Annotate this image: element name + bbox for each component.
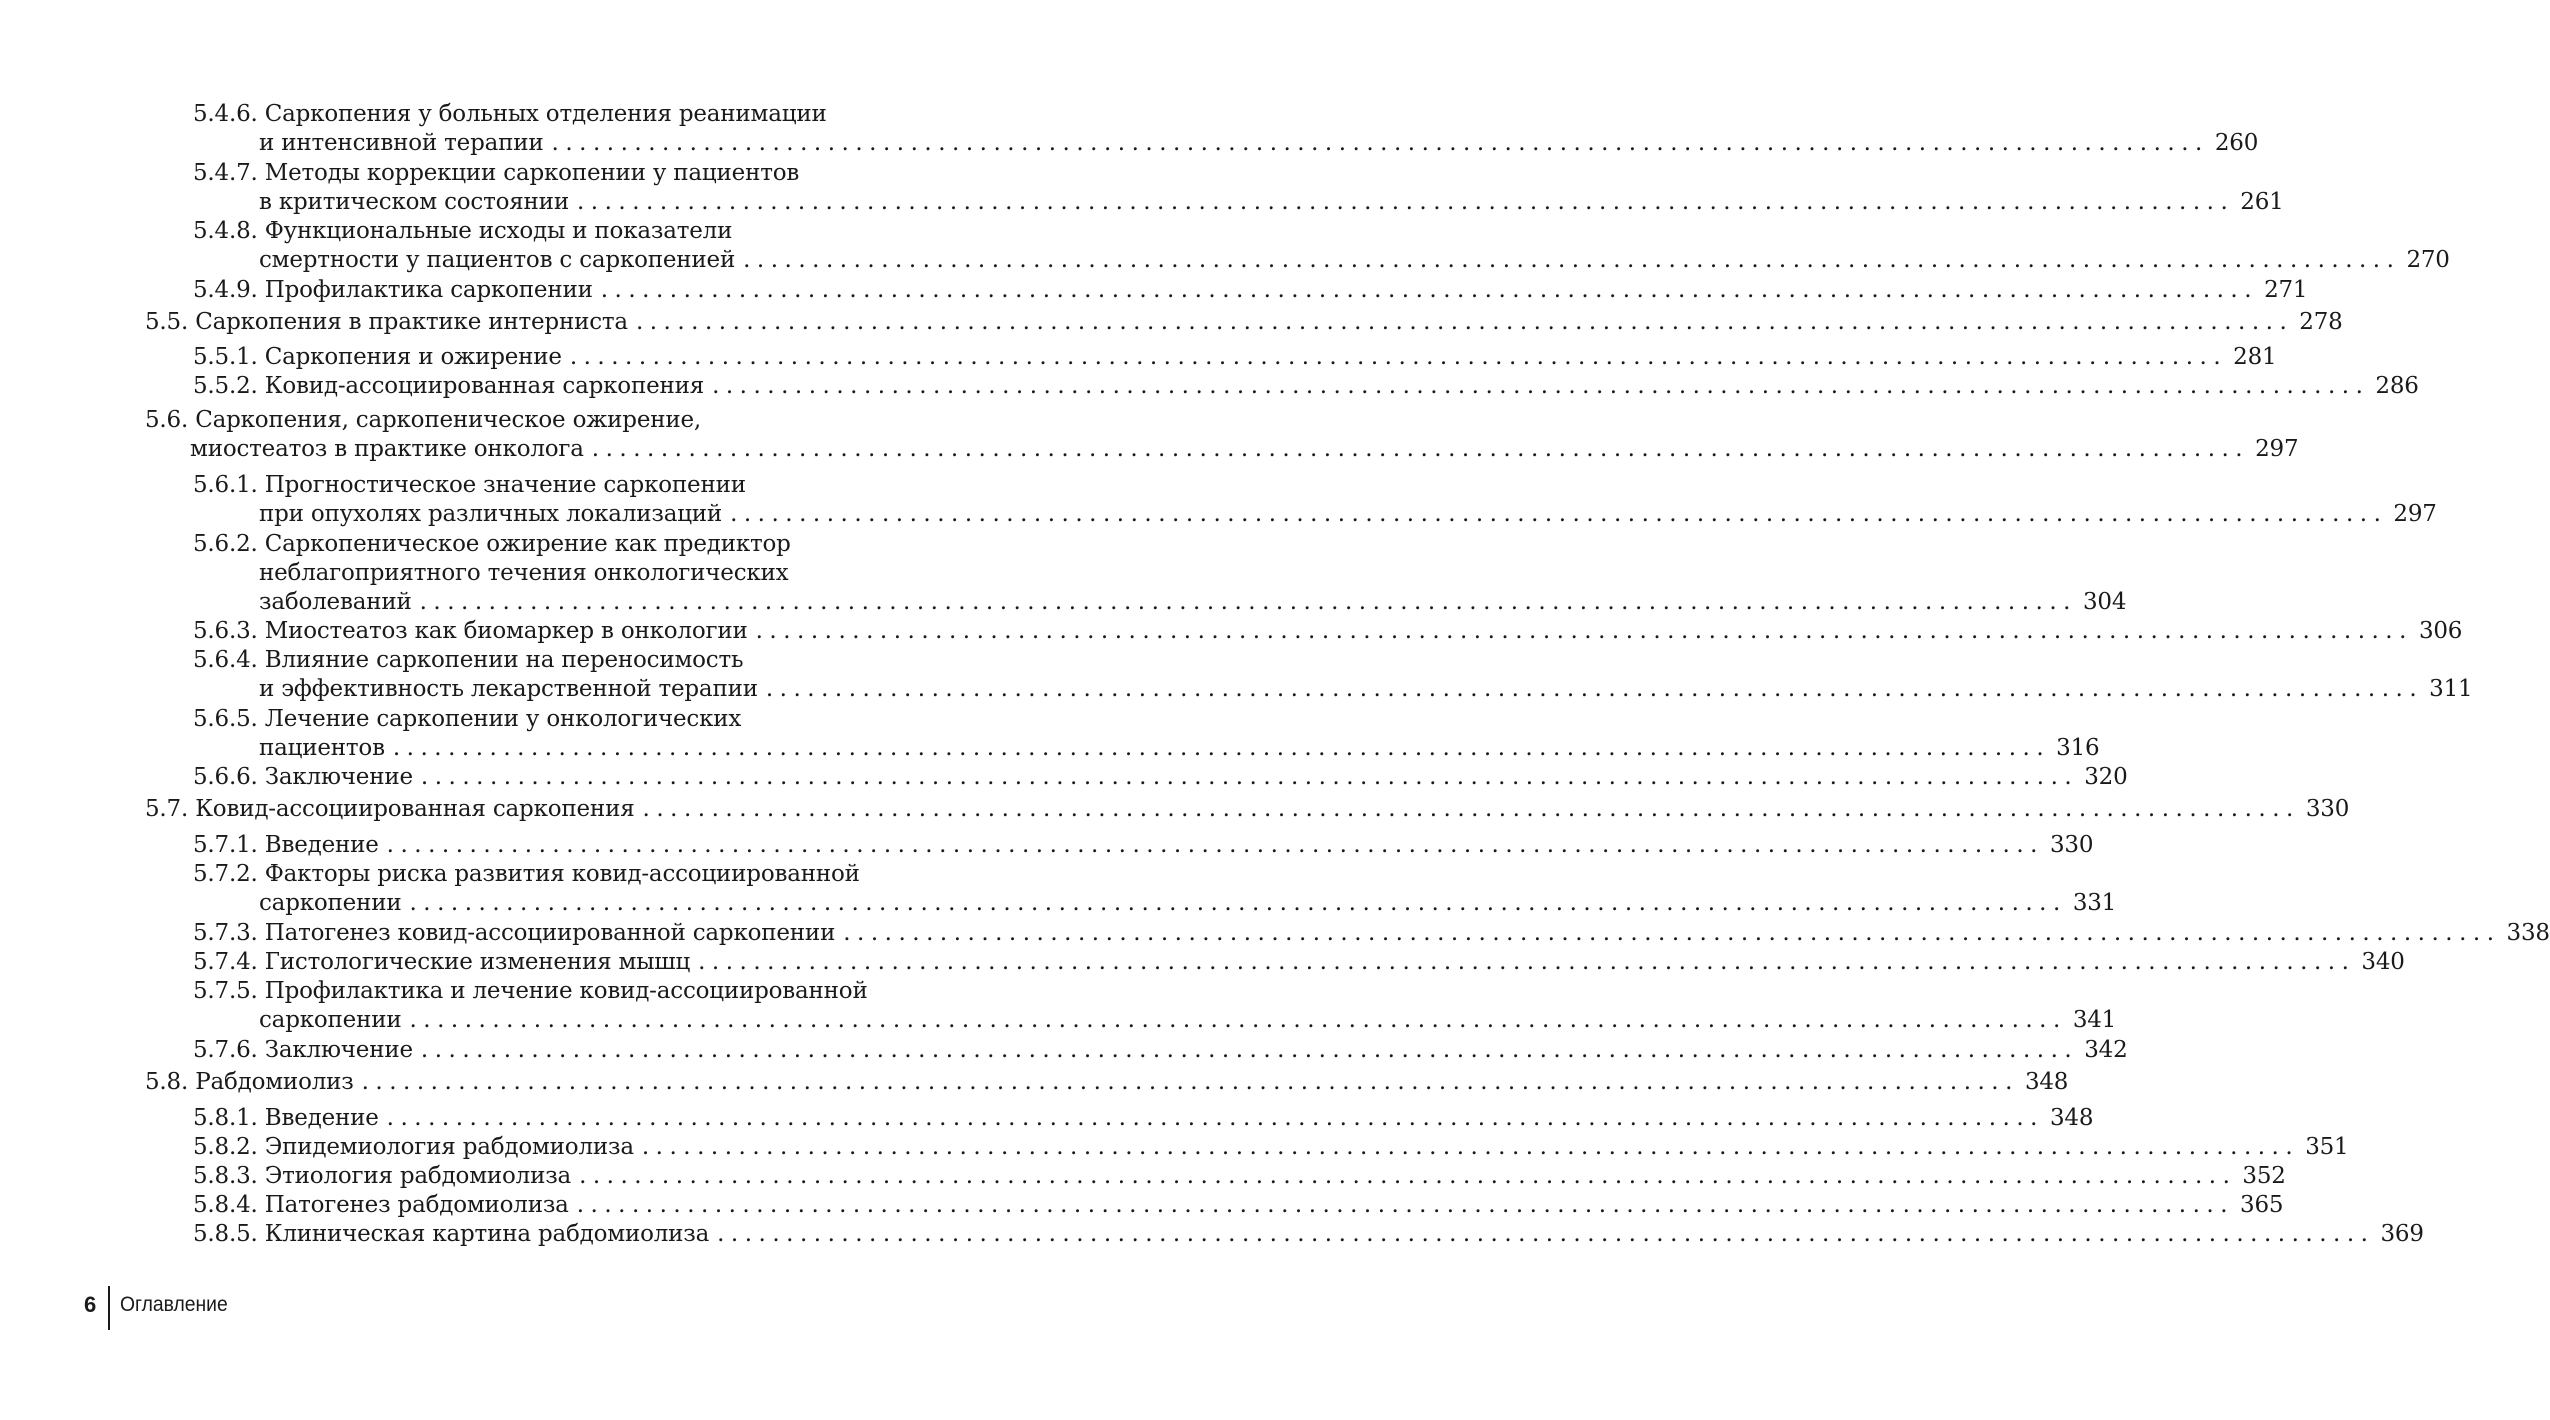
toc-entry-title: 5.8.2. Эпидемиология рабдомиолиза (193, 1134, 634, 1160)
toc-entry-title: 5.6.3. Миостеатоз как биомаркер в онкологии (193, 618, 748, 644)
toc-page-number: 338 (2506, 920, 2550, 946)
toc-page-number: 278 (2299, 309, 2343, 335)
dot-leader: ........................................................................................................................ (409, 1007, 2067, 1033)
dot-leader: ........................................................................................................................ (361, 1069, 2019, 1095)
toc-page-number: 261 (2240, 189, 2284, 215)
toc-page-number: 341 (2072, 1007, 2117, 1033)
toc-page-number: 297 (2255, 436, 2299, 462)
toc-entry-title: 5.4.8. Функциональные исходы и показатели (193, 218, 733, 244)
toc-page-number: 281 (2233, 344, 2277, 370)
toc-page-number: 365 (2240, 1192, 2284, 1218)
toc-page-number: 330 (2049, 832, 2094, 858)
toc-entry-title: смертности у пациентов с саркопенией (259, 247, 736, 273)
dot-leader: ........................................................................................................................ (551, 130, 2209, 156)
toc-page-number: 348 (2049, 1105, 2094, 1131)
toc-page-number: 271 (2264, 277, 2308, 303)
toc-entry-title: 5.8.3. Этиология рабдомиолиза (193, 1163, 572, 1189)
dot-leader: ........................................................................................................................ (386, 1105, 2044, 1131)
dot-leader: ........................................................................................................................ (420, 764, 2079, 790)
dot-leader: ........................................................................................................................ (730, 501, 2388, 527)
toc-page-number: 260 (2214, 130, 2259, 156)
toc-page-number: 348 (2024, 1069, 2069, 1095)
toc-entry-title: 5.4.6. Саркопения у больных отделения реанимации (193, 101, 827, 127)
toc-entry-title: 5.4.7. Методы коррекции саркопении у пациентов (193, 160, 800, 186)
dot-leader: ........................................................................................................................ (717, 1221, 2375, 1247)
toc-page-number: 369 (2380, 1221, 2424, 1247)
toc-entry-title: 5.4.9. Профилактика саркопении (193, 277, 593, 303)
dot-leader: ........................................................................................................................ (579, 1163, 2237, 1189)
toc-entry-title: 5.6.5. Лечение саркопении у онкологических (193, 706, 742, 732)
dot-leader: ........................................................................................................................ (576, 189, 2235, 215)
dot-leader: ........................................................................................................................ (765, 676, 2424, 702)
dot-leader: ........................................................................................................................ (600, 277, 2259, 303)
toc-entry-title: 5.5.1. Саркопения и ожирение (193, 344, 562, 370)
toc-entry-title: 5.8.4. Патогенез рабдомиолиза (193, 1192, 569, 1218)
toc-entry-title: 5.8.1. Введение (193, 1105, 379, 1131)
toc-entry-title: 5.6.1. Прогностическое значение саркопении (193, 472, 746, 498)
toc-entry-title: 5.6.4. Влияние саркопении на переносимость (193, 647, 744, 673)
footer-divider (108, 1286, 110, 1330)
toc-entry-title: 5.6.2. Саркопеническое ожирение как предиктор (193, 531, 791, 557)
toc-page-number: 330 (2305, 796, 2350, 822)
toc-entry-title: 5.8.5. Клиническая картина рабдомиолиза (193, 1221, 710, 1247)
dot-leader: ........................................................................................................................ (642, 796, 2300, 822)
dot-leader: ........................................................................................................................ (698, 949, 2356, 975)
dot-leader: ........................................................................................................................ (420, 1037, 2079, 1063)
dot-leader: ........................................................................................................................ (409, 890, 2067, 916)
toc-page-number: 311 (2429, 676, 2473, 702)
page-number: 6 (84, 1292, 97, 1317)
toc-entry-title: саркопении (259, 1007, 402, 1033)
toc-entry-title: миостеатоз в практике онколога (190, 436, 584, 462)
toc-page-number: 270 (2406, 247, 2450, 273)
dot-leader: ........................................................................................................................ (569, 344, 2228, 370)
toc-entry-title: 5.8. Рабдомиолиз (145, 1069, 354, 1095)
toc-entry-title: 5.5.2. Ковид-ассоциированная саркопения (193, 373, 705, 399)
toc-entry-title: саркопении (259, 890, 402, 916)
toc-entry-title: 5.7.6. Заключение (193, 1037, 413, 1063)
toc-page-number: 351 (2305, 1134, 2349, 1160)
dot-leader: ........................................................................................................................ (386, 832, 2044, 858)
toc-entry-title: при опухолях различных локализаций (259, 501, 723, 527)
toc-page-number: 342 (2084, 1037, 2128, 1063)
dot-leader: ........................................................................................................................ (392, 735, 2051, 761)
toc-entry-title: 5.7.3. Патогенез ковид-ассоциированной саркопении (193, 920, 836, 946)
dot-leader: ........................................................................................................................ (743, 247, 2401, 273)
toc-page-number: 352 (2242, 1163, 2286, 1189)
dot-leader: ........................................................................................................................ (419, 589, 2077, 615)
dot-leader: ........................................................................................................................ (712, 373, 2370, 399)
dot-leader: ........................................................................................................................ (755, 618, 2413, 644)
dot-leader: ........................................................................................................................ (591, 436, 2250, 462)
toc-page-number: 340 (2361, 949, 2405, 975)
toc-entry-title: и эффективность лекарственной терапии (259, 676, 758, 702)
toc-page-number: 320 (2084, 764, 2128, 790)
toc-page-number: 331 (2072, 890, 2117, 916)
toc-entry-title: 5.7. Ковид-ассоциированная саркопения (145, 796, 635, 822)
running-header-label: Оглавление (120, 1293, 228, 1316)
toc-page-number: 286 (2375, 373, 2419, 399)
toc-page-number: 306 (2418, 618, 2463, 644)
toc-entry-title: неблагоприятного течения онкологических (259, 560, 789, 586)
toc-entry-title: заболеваний (259, 589, 412, 615)
dot-leader: ........................................................................................................................ (635, 309, 2294, 335)
toc-page-number: 297 (2393, 501, 2437, 527)
toc-entry-title: 5.7.1. Введение (193, 832, 379, 858)
toc-entry-title: в критическом состоянии (259, 189, 569, 215)
toc-entry-title: 5.7.4. Гистологические изменения мышц (193, 949, 691, 975)
toc-entry-title: 5.6. Саркопения, саркопеническое ожирение, (145, 407, 702, 433)
dot-leader: ........................................................................................................................ (641, 1134, 2300, 1160)
toc-entry-title: 5.5. Саркопения в практике интерниста (145, 309, 628, 335)
toc-page-number: 304 (2082, 589, 2127, 615)
dot-leader: ........................................................................................................................ (843, 920, 2501, 946)
toc-entry-title: 5.6.6. Заключение (193, 764, 413, 790)
toc-entry-title: и интенсивной терапии (259, 130, 544, 156)
toc-entry-title: 5.7.5. Профилактика и лечение ковид-ассоциированной (193, 978, 868, 1004)
toc-page-number: 316 (2056, 735, 2100, 761)
dot-leader: ........................................................................................................................ (576, 1192, 2235, 1218)
toc-entry-title: пациентов (259, 735, 385, 761)
toc-entry-title: 5.7.2. Факторы риска развития ковид-ассоциированной (193, 861, 860, 887)
